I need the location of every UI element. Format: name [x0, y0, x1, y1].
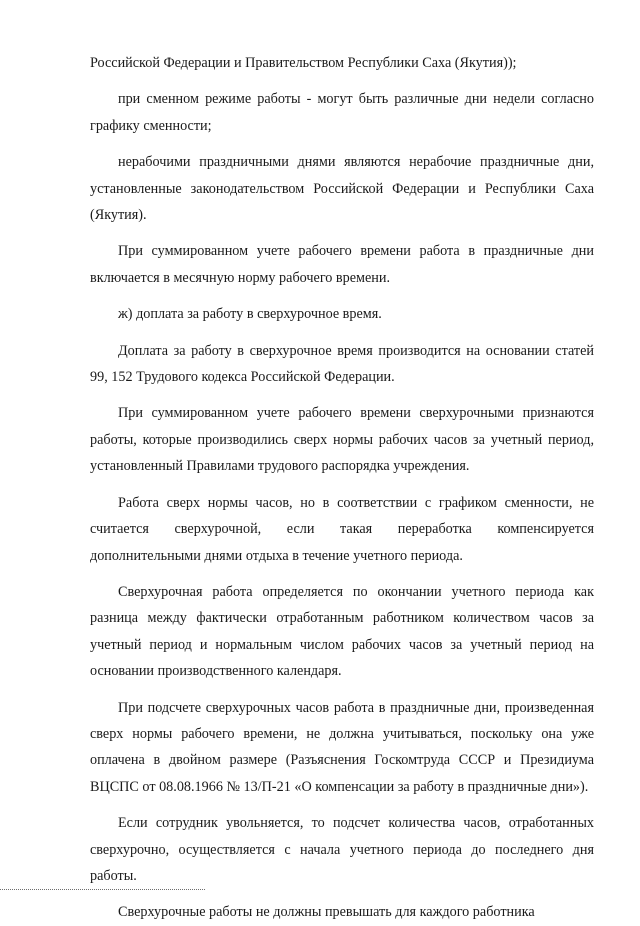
paragraph-10: При подсчете сверхурочных часов работа в праздничные дни, произведенная сверх нормы рабочего времени, не должна учитываться, поскольку она уже оплачена в двойном размере (Разъяснения Госкомтруда СССР и Президиума ВЦСПС от 08.08.1966 № 13/П-21 «О компенсации за работу в праздничные дни»). — [90, 699, 594, 795]
paragraph-9: Сверхурочная работа определяется по окончании учетного периода как разница между фактически отработанным работником количеством часов за учетный период и нормальным числом рабочих часов за учетный период на основании производственного календаря. — [90, 583, 594, 680]
footer-dotted-line — [0, 889, 205, 890]
paragraph-12: Сверхурочные работы не должны превышать для каждого работника — [118, 904, 535, 921]
paragraph-5: ж) доплата за работу в сверхурочное время. — [118, 306, 382, 323]
paragraph-4: При суммированном учете рабочего времени работа в праздничные дни включается в месячную норму рабочего времени. — [90, 243, 594, 286]
paragraph-2: при сменном режиме работы - могут быть различные дни недели согласно графику сменности; — [90, 91, 594, 134]
paragraph-1: Российской Федерации и Правительством Республики Саха (Якутия)); — [90, 55, 517, 71]
paragraph-8: Работа сверх нормы часов, но в соответствии с графиком сменности, не считается сверхурочной, если такая переработка компенсируется дополнительными днями отдыха в течение учетного периода. — [90, 494, 594, 564]
paragraph-6: Доплата за работу в сверхурочное время производится на основании статей 99, 152 Трудового кодекса Российской Федерации. — [90, 342, 594, 386]
paragraph-11: Если сотрудник увольняется, то подсчет количества часов, отработанных сверхурочно, осуществляется с начала учетного периода до последнего дня работы. — [90, 815, 594, 884]
paragraph-3: нерабочими праздничными днями являются нерабочие праздничные дни, установленные законодательством Российской Федерации и Республики Саха (Якутия). — [90, 154, 594, 224]
paragraph-7: При суммированном учете рабочего времени сверхурочными признаются работы, которые производились сверх нормы рабочих часов за учетный период, установленный Правилами трудового распорядка учреждения. — [90, 405, 594, 475]
document-body — [90, 50, 594, 926]
